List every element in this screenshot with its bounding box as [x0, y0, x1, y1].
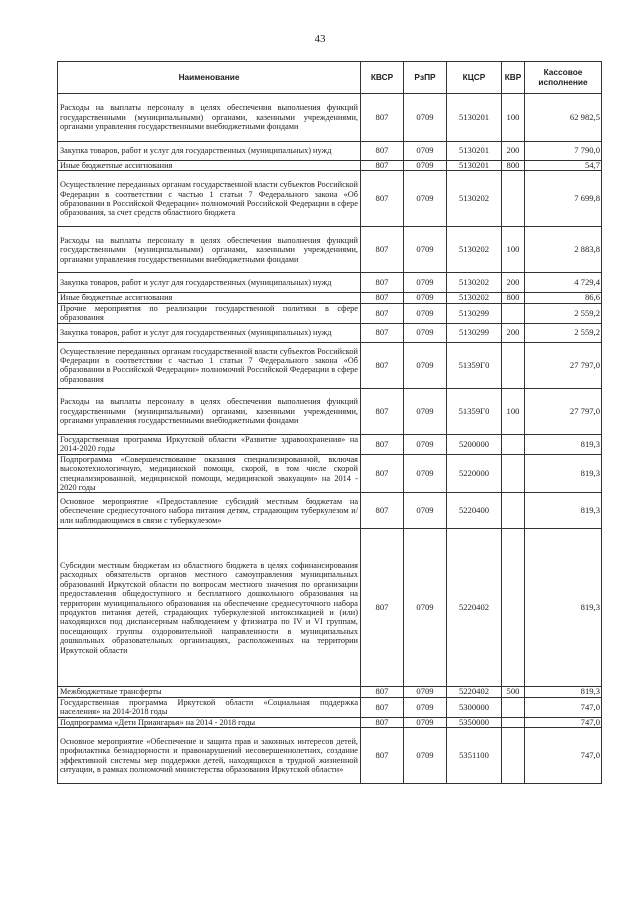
- row-kvr: [502, 529, 525, 687]
- row-rppr: 0709: [404, 142, 447, 161]
- row-kvsr: 807: [361, 388, 404, 434]
- row-amount: 54,7: [525, 161, 602, 171]
- row-amount: 7 790,0: [525, 142, 602, 161]
- table-row: [58, 434, 602, 454]
- row-name: Закупка товаров, работ и услуг для государственных (муниципальных) нужд: [58, 142, 361, 161]
- row-name: Государственная программа Иркутской области «Развитие здравоохранения» на 2014-2020 годы: [58, 434, 361, 454]
- row-kcsr: 5130299: [447, 303, 502, 323]
- row-amount: 819,3: [525, 493, 602, 529]
- row-kvr: [502, 728, 525, 784]
- row-kvr: 100: [502, 227, 525, 273]
- row-name: Прочие мероприятия по реализации государственной политики в сфере образования: [58, 303, 361, 323]
- row-kcsr: 5300000: [447, 697, 502, 717]
- header-kcsr: КЦСР: [447, 62, 502, 94]
- row-amount: 819,3: [525, 434, 602, 454]
- table-row: [58, 323, 602, 342]
- row-name: Закупка товаров, работ и услуг для государственных (муниципальных) нужд: [58, 273, 361, 293]
- table-row: [58, 303, 602, 323]
- row-kvr: 200: [502, 142, 525, 161]
- row-kvsr: 807: [361, 434, 404, 454]
- row-kvsr: 807: [361, 303, 404, 323]
- row-kvsr: 807: [361, 342, 404, 388]
- row-kvr: 800: [502, 161, 525, 171]
- row-kcsr: 5220000: [447, 454, 502, 493]
- row-kcsr: 5130299: [447, 323, 502, 342]
- table-header-row: [58, 62, 602, 94]
- row-name: Подпрограмма «Совершенствование оказания специализированной, включая высокотехнологичную, медицинской помощи, скорой, в том числе скорой специализированной, медицинской помощи, медицинской эвакуации» на 2014 - 2020 годы: [58, 454, 361, 493]
- row-kvsr: 807: [361, 529, 404, 687]
- row-kvr: 200: [502, 273, 525, 293]
- row-name: Межбюджетные трансферты: [58, 687, 361, 697]
- row-amount: 747,0: [525, 728, 602, 784]
- row-kvsr: 807: [361, 273, 404, 293]
- table-row: [58, 728, 602, 784]
- row-kvr: [502, 434, 525, 454]
- row-rppr: 0709: [404, 697, 447, 717]
- row-kcsr: 5220402: [447, 687, 502, 697]
- row-name: Основное мероприятие «Предоставление субсидий местным бюджетам на обеспечение среднесуточного набора питания детям, страдающим туберкулезом и/или наблюдающимся в связи с туберкулезом»: [58, 493, 361, 529]
- row-name: Субсидии местным бюджетам из областного бюджета в целях софинансирования расходных обязательств органов местного самоуправления муниципальных образований Иркутской области по вопросам местного значения по организации предоставления общедоступного и бесплатного дошкольного образования на территории муниципального образования на обеспечение среднесуточного набора продуктов питания детей, страдающих туберкулезной интоксикацией и (или) находящихся под диспансерным наблюдением у фтизиатра по IV и VI группам, посещающих группы оздоровительной направленности в муниципальных дошкольных образовательных организациях, расположенных на территории Иркутской области: [58, 529, 361, 687]
- row-kvsr: 807: [361, 142, 404, 161]
- row-kvr: [502, 303, 525, 323]
- row-kvsr: 807: [361, 493, 404, 529]
- table-row: [58, 529, 602, 687]
- row-kcsr: 5351100: [447, 728, 502, 784]
- row-kvsr: 807: [361, 227, 404, 273]
- row-kcsr: 5220400: [447, 493, 502, 529]
- row-amount: 4 729,4: [525, 273, 602, 293]
- row-name: Расходы на выплаты персоналу в целях обеспечения выполнения функций государственными (муниципальными) органами, казенными учреждениями, органами управления государственными внебюджетными фондами: [58, 94, 361, 142]
- row-kcsr: 5350000: [447, 717, 502, 727]
- row-kvr: [502, 342, 525, 388]
- row-kvr: [502, 171, 525, 227]
- row-kvr: [502, 697, 525, 717]
- row-name: Государственная программа Иркутской области «Социальная поддержка населения» на 2014-2018 годы: [58, 697, 361, 717]
- row-kvsr: 807: [361, 454, 404, 493]
- row-kcsr: 5130201: [447, 94, 502, 142]
- row-amount: 819,3: [525, 687, 602, 697]
- row-kvsr: 807: [361, 323, 404, 342]
- row-kvr: [502, 493, 525, 529]
- table-row: [58, 142, 602, 161]
- row-rppr: 0709: [404, 454, 447, 493]
- row-kvr: 500: [502, 687, 525, 697]
- row-amount: 2 559,2: [525, 303, 602, 323]
- row-rppr: 0709: [404, 161, 447, 171]
- row-name: Закупка товаров, работ и услуг для государственных (муниципальных) нужд: [58, 323, 361, 342]
- table-row: [58, 493, 602, 529]
- table-row: [58, 227, 602, 273]
- table-row: [58, 454, 602, 493]
- row-name: Иные бюджетные ассигнования: [58, 293, 361, 303]
- row-amount: 747,0: [525, 697, 602, 717]
- row-kvr: 100: [502, 388, 525, 434]
- row-kcsr: 5130202: [447, 171, 502, 227]
- row-rppr: 0709: [404, 728, 447, 784]
- header-name: Наименование: [58, 62, 361, 94]
- row-rppr: 0709: [404, 434, 447, 454]
- row-amount: 2 883,8: [525, 227, 602, 273]
- header-kvsr: КВСР: [361, 62, 404, 94]
- row-name: Основное мероприятие «Обеспечение и защита прав и законных интересов детей, профилактика безнадзорности и правонарушений несовершеннолетних, создание эффективной системы мер поддержки детей, находящихся в трудной жизненной ситуации, в рамках полномочий министерства образования Иркутской области»: [58, 728, 361, 784]
- table-row: [58, 697, 602, 717]
- header-amount: Кассовое исполнение: [525, 62, 602, 94]
- row-amount: 2 559,2: [525, 323, 602, 342]
- row-rppr: 0709: [404, 529, 447, 687]
- row-kvr: 800: [502, 293, 525, 303]
- row-amount: 819,3: [525, 454, 602, 493]
- page-number: 43: [314, 33, 326, 45]
- header-rppr: РзПР: [404, 62, 447, 94]
- row-name: Расходы на выплаты персоналу в целях обеспечения выполнения функций государственными (муниципальными) органами, казенными учреждениями, органами управления государственными внебюджетными фондами: [58, 227, 361, 273]
- table-row: [58, 342, 602, 388]
- row-amount: 7 699,8: [525, 171, 602, 227]
- row-rppr: 0709: [404, 687, 447, 697]
- row-kvsr: 807: [361, 697, 404, 717]
- row-rppr: 0709: [404, 717, 447, 727]
- row-name: Осуществление переданных органам государственной власти субъектов Российской Федерации в соответствии с частью 1 статьи 7 Федерального закона «Об образовании в Российской Федерации» полномочий Российской Федерации в сфере образования, за счет средств областного бюджета: [58, 171, 361, 227]
- table-row: [58, 293, 602, 303]
- row-kvsr: 807: [361, 94, 404, 142]
- row-amount: 86,6: [525, 293, 602, 303]
- row-name: Иные бюджетные ассигнования: [58, 161, 361, 171]
- row-amount: 27 797,0: [525, 342, 602, 388]
- row-kvr: 200: [502, 323, 525, 342]
- row-kcsr: 5130201: [447, 161, 502, 171]
- row-rppr: 0709: [404, 493, 447, 529]
- row-rppr: 0709: [404, 323, 447, 342]
- row-rppr: 0709: [404, 171, 447, 227]
- row-kcsr: 5220402: [447, 529, 502, 687]
- row-rppr: 0709: [404, 293, 447, 303]
- row-kcsr: 5130202: [447, 293, 502, 303]
- row-kcsr: 5130202: [447, 227, 502, 273]
- row-rppr: 0709: [404, 388, 447, 434]
- row-name: Осуществление переданных органам государственной власти субъектов Российской Федерации в соответствии с частью 1 статьи 7 Федерального закона «Об образовании в Российской Федерации» полномочий Российской Федерации в сфере образования: [58, 342, 361, 388]
- table-row: [58, 717, 602, 727]
- row-kvsr: 807: [361, 687, 404, 697]
- row-kcsr: 51359Г0: [447, 342, 502, 388]
- row-rppr: 0709: [404, 227, 447, 273]
- row-amount: 747,0: [525, 717, 602, 727]
- row-name: Расходы на выплаты персоналу в целях обеспечения выполнения функций государственными (муниципальными) органами, казенными учреждениями, органами управления государственными внебюджетными фондами: [58, 388, 361, 434]
- row-kvr: [502, 717, 525, 727]
- row-amount: 819,3: [525, 529, 602, 687]
- row-kcsr: 5130201: [447, 142, 502, 161]
- row-kvsr: 807: [361, 293, 404, 303]
- table-row: [58, 273, 602, 293]
- row-rppr: 0709: [404, 342, 447, 388]
- row-kvsr: 807: [361, 728, 404, 784]
- table-row: [58, 388, 602, 434]
- row-kvsr: 807: [361, 161, 404, 171]
- table-row: [58, 171, 602, 227]
- table-row: [58, 94, 602, 142]
- row-kcsr: 5130202: [447, 273, 502, 293]
- budget-table: [57, 61, 602, 784]
- row-kcsr: 5200000: [447, 434, 502, 454]
- row-amount: 27 797,0: [525, 388, 602, 434]
- table-row: [58, 161, 602, 171]
- table-row: [58, 687, 602, 697]
- header-kvr: КВР: [502, 62, 525, 94]
- row-kvr: 100: [502, 94, 525, 142]
- table-body: [58, 94, 602, 784]
- row-kvsr: 807: [361, 171, 404, 227]
- row-kcsr: 51359Г0: [447, 388, 502, 434]
- row-name: Подпрограмма «Дети Приангарья» на 2014 - 2018 годы: [58, 717, 361, 727]
- row-rppr: 0709: [404, 273, 447, 293]
- row-kvr: [502, 454, 525, 493]
- row-rppr: 0709: [404, 94, 447, 142]
- row-rppr: 0709: [404, 303, 447, 323]
- row-amount: 62 982,5: [525, 94, 602, 142]
- row-kvsr: 807: [361, 717, 404, 727]
